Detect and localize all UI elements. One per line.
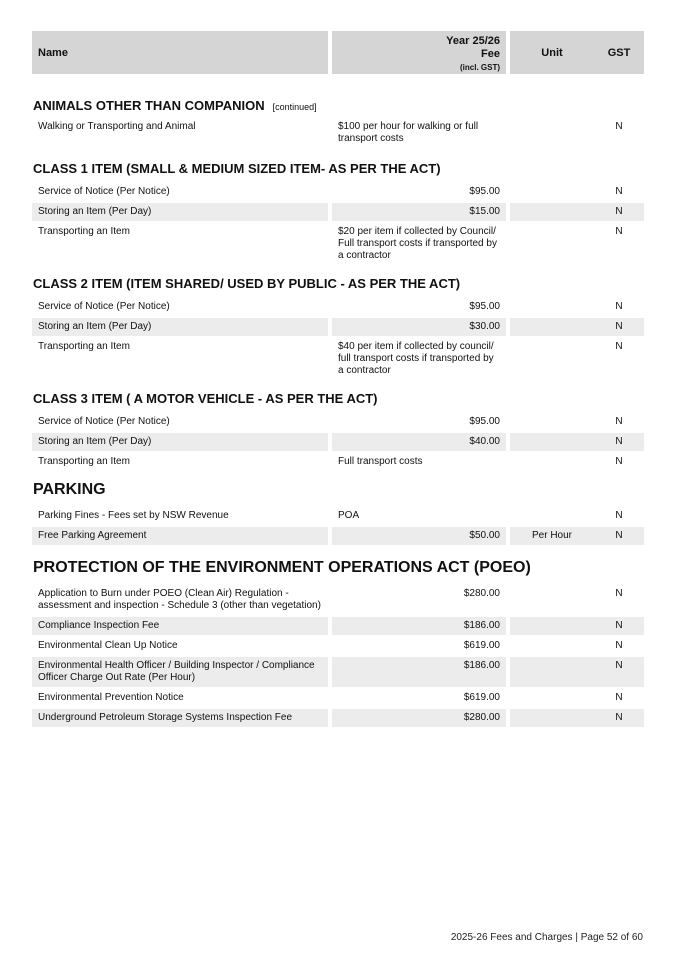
row-unit [510, 298, 594, 316]
table-row [32, 223, 644, 265]
row-name: Service of Notice (Per Notice) [38, 416, 170, 427]
section-title: CLASS 3 ITEM ( A MOTOR VEHICLE - AS PER THE ACT) [33, 391, 378, 406]
row-fee: $95.00 [469, 416, 500, 427]
table-row [32, 318, 644, 336]
row-fee: $15.00 [332, 203, 506, 221]
row-fee: $619.00 [463, 692, 500, 703]
row-fee: $30.00 [332, 318, 506, 336]
section-continued-note: [continued] [272, 102, 317, 112]
row-name: Environmental Health Officer / Building Inspector / Compliance Officer Charge Out Rate (Per Hour) [32, 657, 328, 687]
table-row [32, 203, 644, 221]
row-gst: N [615, 416, 623, 427]
table-row [32, 637, 644, 655]
row-gst: N [615, 510, 623, 521]
section-title: CLASS 1 ITEM (SMALL & MEDIUM SIZED ITEM- AS PER THE ACT) [33, 161, 441, 176]
section-title-text: ANIMALS OTHER THAN COMPANION [33, 98, 265, 113]
table-row [32, 433, 644, 451]
row-fee: $40 per item if collected by council/ full transport costs if transported by a contractor [338, 341, 494, 376]
page-footer: 2025-26 Fees and Charges | Page 52 of 60 [450, 932, 643, 943]
row-unit [510, 318, 594, 336]
row-fee: $280.00 [332, 709, 506, 727]
section-title: CLASS 2 ITEM (ITEM SHARED/ USED BY PUBLIC - AS PER THE ACT) [33, 276, 461, 291]
row-unit: Per Hour [510, 527, 594, 545]
table-row [32, 585, 644, 615]
row-unit [510, 203, 594, 221]
row-fee: POA [338, 510, 360, 521]
row-gst: N [615, 341, 623, 352]
table-header [32, 31, 644, 74]
header-fee-year: Year 25/26 [446, 35, 500, 47]
row-name: Compliance Inspection Fee [32, 617, 328, 635]
row-name: Transporting an Item [38, 226, 130, 237]
row-name: Application to Burn under POEO (Clean Air) Regulation - assessment and inspection - Schedule 3 (other than vegetation) [38, 588, 321, 611]
table-row [32, 527, 644, 545]
row-name: Storing an Item (Per Day) [32, 433, 328, 451]
row-gst: N [594, 203, 644, 221]
row-fee: $20 per item if collected by Council/ Full transport costs if transported by a contractor [338, 226, 497, 261]
row-fee: $186.00 [332, 657, 506, 687]
row-name: Parking Fines - Fees set by NSW Revenue [38, 510, 229, 521]
section-title: PROTECTION OF THE ENVIRONMENT OPERATIONS ACT (POEO) [33, 559, 531, 576]
row-gst: N [594, 657, 644, 687]
row-unit [510, 689, 594, 707]
row-unit [510, 709, 594, 727]
table-row [32, 338, 644, 380]
table-row [32, 413, 644, 431]
table-row [32, 183, 644, 201]
row-gst: N [615, 456, 623, 467]
row-fee: $40.00 [332, 433, 506, 451]
row-unit [510, 338, 594, 380]
section-title [32, 97, 644, 114]
row-fee: $280.00 [463, 588, 500, 599]
table-row [32, 453, 644, 471]
header-name: Name [32, 31, 328, 74]
row-unit [510, 183, 594, 201]
row-name: Transporting an Item [38, 456, 130, 467]
row-fee: $50.00 [332, 527, 506, 545]
row-unit [510, 433, 594, 451]
row-gst: N [594, 709, 644, 727]
row-name: Walking or Transporting and Animal [38, 121, 196, 132]
row-gst: N [615, 692, 623, 703]
row-unit [510, 453, 594, 471]
row-gst: N [615, 640, 623, 651]
row-name: Service of Notice (Per Notice) [38, 301, 170, 312]
row-fee: Full transport costs [338, 456, 423, 467]
row-gst: N [594, 527, 644, 545]
table-row [32, 507, 644, 525]
row-unit [510, 507, 594, 525]
header-fee-label: Fee [481, 48, 500, 60]
row-fee: $95.00 [469, 186, 500, 197]
header-fee [332, 31, 506, 74]
row-unit [510, 118, 594, 148]
row-gst: N [615, 186, 623, 197]
row-unit [510, 223, 594, 265]
row-unit [510, 585, 594, 615]
row-gst: N [615, 121, 623, 132]
header-fee-gst-note: (incl. GST) [460, 63, 500, 72]
row-gst: N [594, 318, 644, 336]
row-fee: $95.00 [469, 301, 500, 312]
row-name: Underground Petroleum Storage Systems Inspection Fee [32, 709, 328, 727]
table-row [32, 118, 644, 148]
table-row [32, 298, 644, 316]
row-gst: N [615, 226, 623, 237]
row-gst: N [615, 301, 623, 312]
row-gst: N [594, 433, 644, 451]
row-name: Transporting an Item [38, 341, 130, 352]
row-fee: $100 per hour for walking or full transport costs [338, 121, 479, 144]
header-gst: GST [594, 31, 644, 74]
row-name: Storing an Item (Per Day) [32, 318, 328, 336]
row-name: Service of Notice (Per Notice) [38, 186, 170, 197]
row-name: Environmental Clean Up Notice [38, 640, 178, 651]
section-title: PARKING [33, 481, 106, 498]
row-unit [510, 617, 594, 635]
row-unit [510, 637, 594, 655]
table-row [32, 617, 644, 635]
table-row [32, 657, 644, 687]
row-name: Storing an Item (Per Day) [32, 203, 328, 221]
row-fee: $619.00 [463, 640, 500, 651]
fees-table [32, 31, 644, 729]
row-gst: N [594, 617, 644, 635]
row-fee: $186.00 [332, 617, 506, 635]
row-unit [510, 413, 594, 431]
row-name: Environmental Prevention Notice [38, 692, 184, 703]
row-unit [510, 657, 594, 687]
table-row [32, 689, 644, 707]
row-gst: N [615, 588, 623, 599]
row-name: Free Parking Agreement [32, 527, 328, 545]
header-unit: Unit [510, 31, 594, 74]
table-row [32, 709, 644, 727]
